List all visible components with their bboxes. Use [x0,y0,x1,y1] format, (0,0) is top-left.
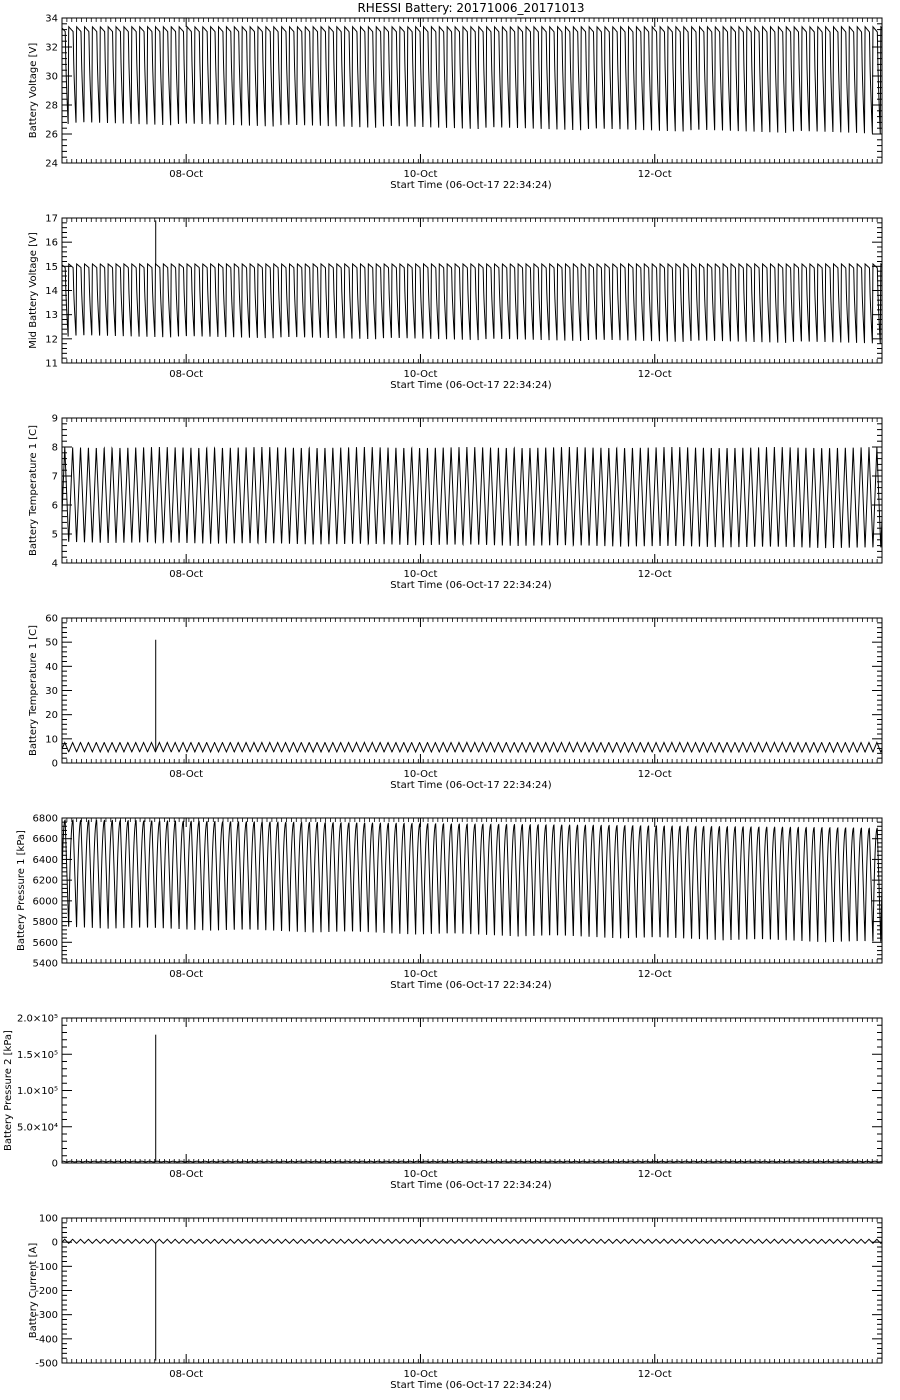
y-tick-label: 28 [45,100,58,112]
figure-title: RHESSI Battery: 20171006_20171013 [357,1,585,15]
x-tick-label: 12-Oct [637,569,672,580]
series-line [62,264,882,344]
y-tick-label: -200 [35,1286,58,1297]
x-tick-label: 08-Oct [169,569,204,580]
y-tick-label: 5600 [32,937,58,949]
x-tick-label: 12-Oct [637,169,672,180]
y-tick-label: -500 [35,1358,58,1370]
y-tick-label: 50 [45,637,58,649]
y-tick-label: 15 [45,261,58,273]
y-tick-label: 16 [45,237,58,249]
x-tick-label: 08-Oct [169,1169,204,1180]
panel-7 [28,1214,882,1392]
plot-frame [62,1018,882,1163]
panel-5 [16,814,882,992]
x-tick-label: 12-Oct [637,1369,672,1380]
x-axis-label: Start Time (06-Oct-17 22:34:24) [390,580,552,591]
y-tick-label: 30 [45,71,58,83]
y-axis-label: Battery Current [A] [28,1242,39,1339]
x-tick-label: 08-Oct [169,169,204,180]
series-line [62,447,882,548]
y-tick-label: 17 [45,213,58,225]
y-tick-label: 2.0×10⁵ [16,1013,58,1025]
panel-1 [28,14,882,192]
y-axis-label: Battery Temperature 1 [C] [28,624,39,757]
y-tick-label: -100 [35,1261,58,1273]
y-tick-label: 5800 [32,917,58,929]
x-tick-label: 12-Oct [637,369,672,380]
y-tick-label: 6400 [32,854,58,866]
x-axis-label: Start Time (06-Oct-17 22:34:24) [390,380,552,391]
panel-2 [28,214,882,392]
x-tick-label: 08-Oct [169,769,204,780]
x-tick-label: 12-Oct [637,1169,672,1180]
y-tick-label: 40 [45,661,58,673]
y-tick-label: 4 [51,558,58,570]
y-tick-label: 5.0×10⁴ [16,1122,58,1134]
y-tick-label: 8 [51,442,58,454]
y-tick-label: 12 [45,334,58,346]
y-axis-label: Mid Battery Voltage [V] [28,232,39,349]
plot-frame [62,218,882,363]
y-tick-label: 13 [45,310,58,322]
y-axis-label: Battery Pressure 1 [kPa] [16,830,27,951]
y-tick-label: 0 [51,1237,58,1249]
y-tick-label: 11 [45,358,58,370]
y-tick-label: 6 [51,500,58,512]
y-axis-label: Battery Voltage [V] [28,42,39,139]
y-tick-label: 5400 [32,958,58,970]
panel-4 [28,614,882,792]
y-tick-label: 0 [51,1158,58,1170]
y-tick-label: -400 [35,1334,58,1346]
x-tick-label: 10-Oct [403,1169,438,1180]
y-tick-label: 100 [38,1213,58,1225]
y-tick-label: -300 [35,1310,58,1322]
x-tick-label: 08-Oct [169,969,204,980]
y-tick-label: 1.0×10⁵ [16,1086,58,1097]
x-tick-label: 10-Oct [403,369,438,380]
x-axis-label: Start Time (06-Oct-17 22:34:24) [390,780,552,791]
y-tick-label: 6000 [32,896,58,908]
series-line [62,1239,882,1243]
panels [3,14,882,1392]
x-axis-label: Start Time (06-Oct-17 22:34:24) [390,180,552,191]
x-tick-label: 10-Oct [403,169,438,180]
x-tick-label: 12-Oct [637,769,672,780]
x-tick-label: 10-Oct [403,1369,438,1380]
plot-frame [62,618,882,763]
y-tick-label: 6600 [32,834,58,846]
series-line [62,742,882,752]
x-tick-label: 08-Oct [169,369,204,380]
x-tick-label: 10-Oct [403,969,438,980]
x-tick-label: 10-Oct [403,769,438,780]
y-tick-label: 0 [51,758,58,770]
series-line [62,820,882,942]
y-axis-label: Battery Temperature 1 [C] [28,424,39,557]
y-tick-label: 10 [45,734,58,746]
y-axis-label: Battery Pressure 2 [kPa] [3,1030,14,1151]
y-tick-label: 9 [51,413,58,425]
x-axis-label: Start Time (06-Oct-17 22:34:24) [390,1180,552,1191]
y-tick-label: 6800 [32,813,58,825]
y-tick-label: 26 [45,129,58,141]
series-line [62,27,882,134]
x-tick-label: 10-Oct [403,569,438,580]
y-tick-label: 32 [45,42,58,54]
y-tick-label: 6200 [32,875,58,887]
y-tick-label: 60 [45,613,58,625]
x-axis-label: Start Time (06-Oct-17 22:34:24) [390,1380,552,1391]
y-tick-label: 14 [45,286,58,297]
panel-6 [3,1014,882,1192]
y-tick-label: 1.5×10⁵ [16,1049,58,1061]
y-tick-label: 30 [45,686,58,697]
y-tick-label: 5 [51,529,58,541]
x-axis-label: Start Time (06-Oct-17 22:34:24) [390,980,552,991]
y-tick-label: 20 [45,710,58,722]
panel-3 [28,414,882,592]
y-tick-label: 7 [51,471,58,483]
y-tick-label: 24 [45,158,58,170]
y-tick-label: 34 [45,13,58,25]
x-tick-label: 08-Oct [169,1369,204,1380]
x-tick-label: 12-Oct [637,969,672,980]
